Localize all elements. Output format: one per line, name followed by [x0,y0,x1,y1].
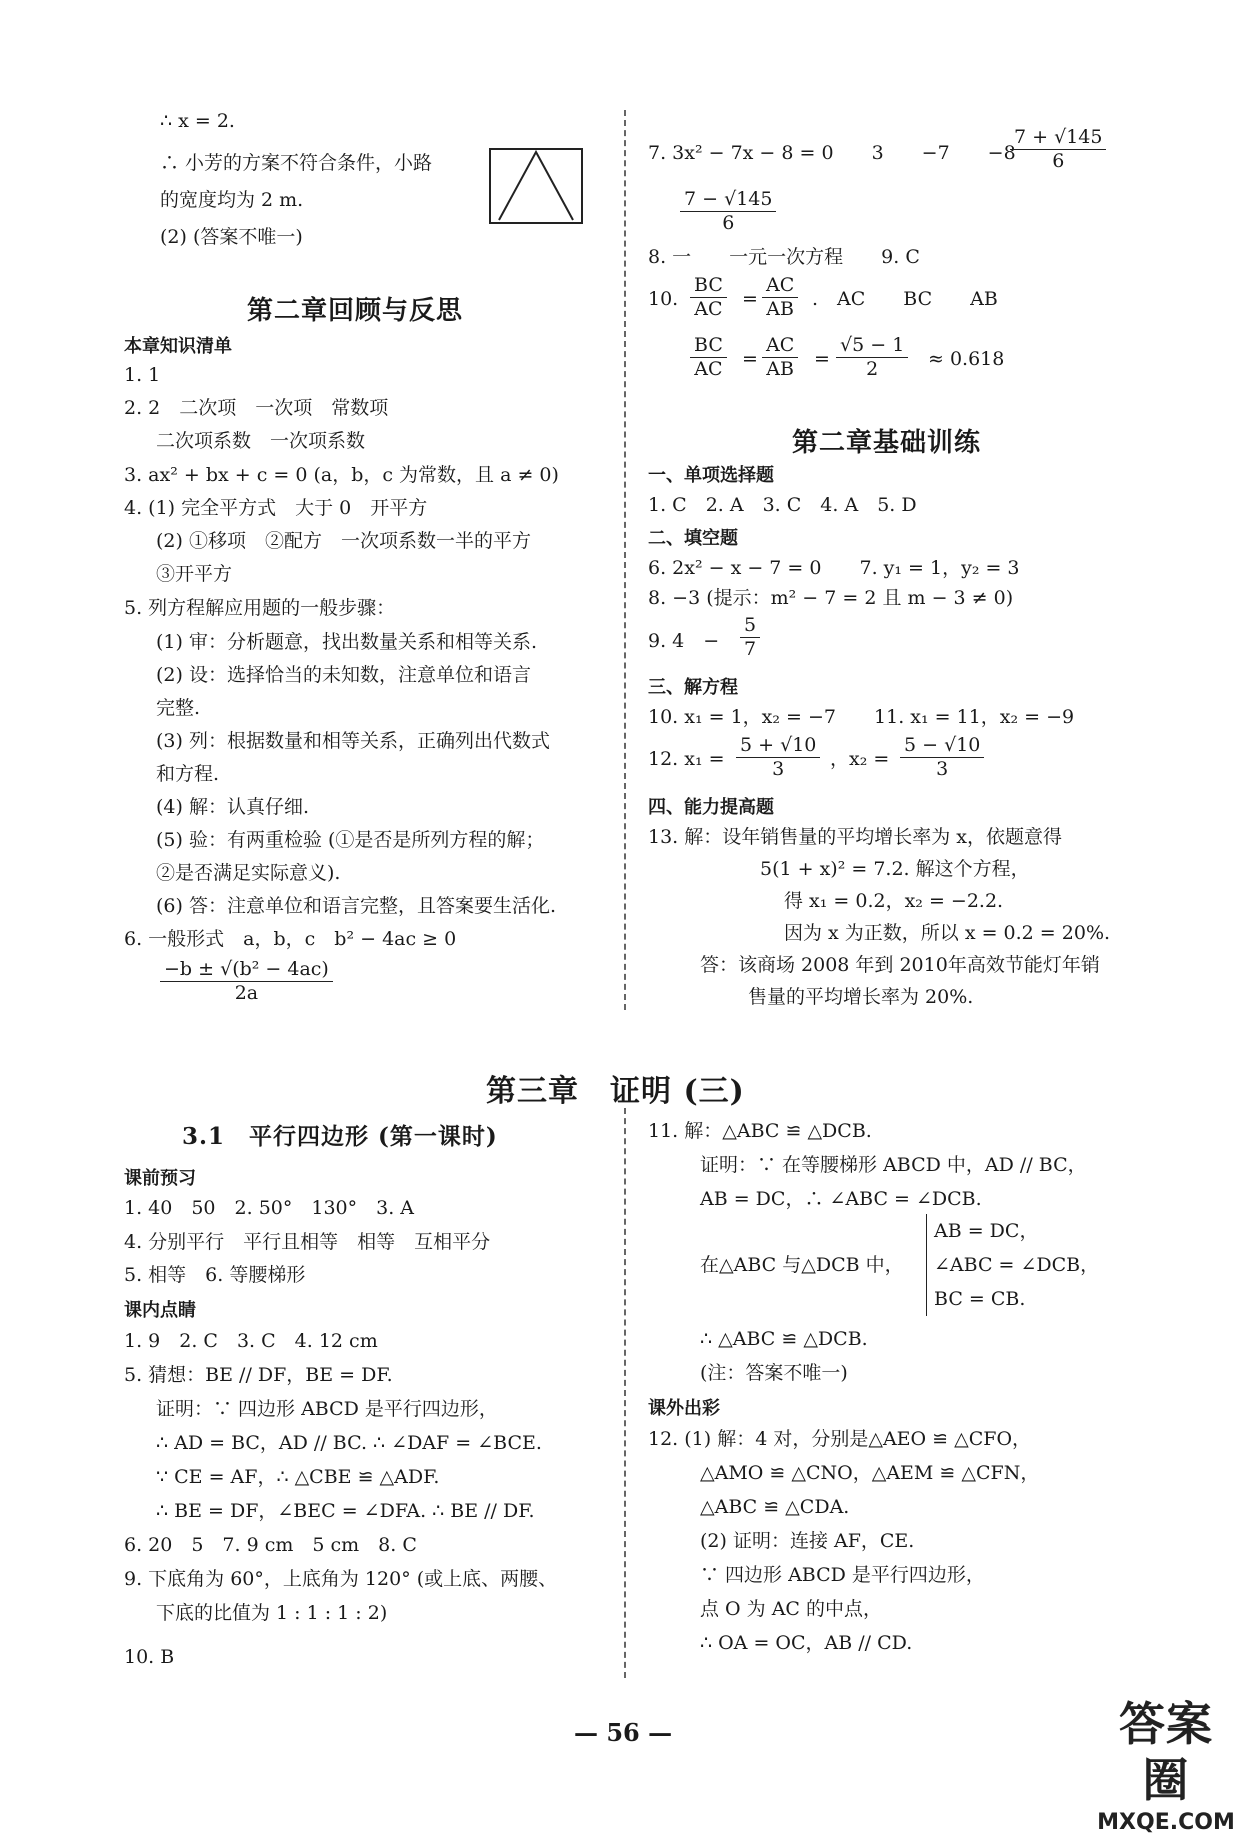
q7-f1-den: 6 [1052,150,1065,172]
basic-line: 13. 解：设年销售量的平均增长率为 x，依题意得 [648,826,1063,848]
q11-brace-line: AB = DC， [934,1220,1039,1242]
q7-fraction-1 [1010,126,1106,173]
q10-golden-2 [762,334,798,381]
inclass-line: 10. B [124,1646,175,1668]
extra-line: 点 O 为 AC 的中点， [700,1598,882,1620]
q10-g2-den: AB [766,358,794,380]
review-line: (5) 验：有两重检验 (①是否是所列方程的解； [156,829,545,851]
basic-line: 5(1 + x)² = 7.2. 解这个方程， [760,858,1030,880]
q12-f2-den: 3 [936,758,949,780]
basic-line: 售量的平均增长率为 20%. [748,986,974,1008]
review-line: (6) 答：注意单位和语言完整，且答案要生活化. [156,895,556,917]
q12-fraction-1 [736,734,820,781]
pre-line: 5. 相等 6. 等腰梯形 [124,1264,306,1286]
basic-line: 1. C 2. A 3. C 4. A 5. D [648,494,917,516]
q10-f2-den: AB [766,298,794,320]
triangle-figure [489,148,583,224]
q10-g1-num: BC [690,334,727,358]
q12-f2-num: 5 − √10 [900,734,984,758]
review-line: (2) 设：选择恰当的未知数，注意单位和语言 [156,664,531,686]
column-divider-top [624,110,626,1010]
extra-line: 12. (1) 解：4 对，分别是△AEO ≌ △CFO， [648,1428,1032,1450]
inclass-line: 5. 猜想：BE // DF，BE = DF. [124,1364,393,1386]
left-top-line-2: ∴ 小芳的方案不符合条件，小路 [160,152,433,174]
q11-line: AB = DC，∴ ∠ABC = ∠DCB. [700,1188,982,1210]
q10-g2-num: AC [762,334,798,358]
extra-line: ∵ 四边形 ABCD 是平行四边形， [700,1564,985,1586]
chapter3-title: 第三章 证明 (三) [486,1074,745,1109]
q10-label: 10. [648,288,679,310]
review-line: 完整. [156,697,201,719]
q10-f1-den: AC [694,298,723,320]
q12-f1-num: 5 + √10 [736,734,820,758]
review-title: 第二章回顾与反思 [247,296,464,326]
inclass-line: 下底的比值为 1 : 1 : 1 : 2) [156,1602,388,1624]
inclass-line: ∴ BE = DF，∠BEC = ∠DFA. ∴ BE // DF. [156,1500,535,1522]
review-line: 4. (1) 完全平方式 大于 0 开平方 [124,497,428,519]
review-line: 2. 2 二次项 一次项 常数项 [124,397,389,419]
watermark-line-1: 答案圈 [1119,1697,1213,1807]
q10-frac-1 [690,274,727,321]
page-number: — 56 — [574,1718,673,1747]
q7-fraction-2 [680,188,776,235]
q10-golden-1 [690,334,727,381]
q8-line: 8. 一 一元一次方程 9. C [648,246,920,268]
column-divider-bottom [624,1108,626,1678]
basic-line: 因为 x 为正数，所以 x = 0.2 = 20%. [784,922,1111,944]
review-subtitle: 本章知识清单 [124,336,232,357]
review-line: 5. 列方程解应用题的一般步骤： [124,597,396,619]
basic-section-1: 一、单项选择题 [648,465,774,486]
q11-line: 11. 解：△ABC ≌ △DCB. [648,1120,872,1142]
inclass-heading: 课内点睛 [124,1300,196,1321]
q10-approx: ≈ 0.618 [928,348,1005,370]
q12-fraction-2 [900,734,984,781]
inclass-line: 9. 下底角为 60°，上底角为 120° (或上底、两腰、 [124,1568,558,1590]
q10-golden-3 [836,334,908,381]
basic-line: 10. x₁ = 1，x₂ = −7 11. x₁ = 11，x₂ = −9 [648,706,1075,728]
pre-line: 4. 分别平行 平行且相等 相等 互相平分 [124,1231,491,1253]
review-line: 6. 一般形式 a，b，c b² − 4ac ≥ 0 [124,928,457,950]
inclass-line: 1. 9 2. C 3. C 4. 12 cm [124,1330,378,1352]
basic-line: 答：该商场 2008 年到 2010年高效节能灯年销 [700,954,1100,976]
review-line: 1. 1 [124,364,161,386]
q10-tail: . AC BC AB [812,288,998,310]
left-top-line-3: 的宽度均为 2 m. [160,189,304,211]
basic-line: 12. x₁ = [648,748,725,770]
review-line: (4) 解：认真仔细. [156,796,309,818]
left-top-line-1: ∴ x = 2. [160,110,235,132]
q7-f2-num: 7 − √145 [680,188,776,212]
basic-line: 得 x₁ = 0.2，x₂ = −2.2. [784,890,1004,912]
system-brace [926,1214,927,1316]
basic-line: 8. −3 (提示：m² − 7 = 2 且 m − 3 ≠ 0) [648,587,1014,609]
inclass-line: 证明：∵ 四边形 ABCD 是平行四边形， [156,1398,498,1420]
review-line: ②是否满足实际意义). [156,862,341,884]
pre-line: 1. 40 50 2. 50° 130° 3. A [124,1197,415,1219]
q10-g1-den: AC [694,358,723,380]
q11-line: (注：答案不唯一) [700,1362,848,1384]
pre-study-heading: 课前预习 [124,1168,196,1189]
basic-section-4: 四、能力提高题 [648,797,774,818]
review-line: ③开平方 [156,563,233,585]
review-line: (1) 审：分析题意，找出数量关系和相等关系. [156,631,537,653]
section-3-1-title: 3.1 平行四边形 (第一课时) [182,1123,498,1150]
quadratic-formula [160,958,333,1005]
q7-line: 7. 3x² − 7x − 8 = 0 3 −7 −8 [648,142,1016,164]
q10-f2-num: AC [762,274,798,298]
q9-fraction [740,614,760,661]
basic-line: 9. 4 − [648,630,720,652]
q10-equals: = [742,288,758,310]
q10-equals-3: = [814,348,830,370]
watermark-line-2: MXQE.COM [1097,1810,1235,1835]
extra-heading: 课外出彩 [648,1398,720,1419]
q9-num: 5 [740,614,760,638]
q11-brace-line: ∠ABC = ∠DCB， [934,1254,1100,1276]
review-line: 和方程. [156,763,220,785]
q10-frac-2 [762,274,798,321]
q11-line: ∴ △ABC ≌ △DCB. [700,1328,868,1350]
q7-f2-den: 6 [722,212,735,234]
inclass-line: ∴ AD = BC，AD // BC. ∴ ∠DAF = ∠BCE. [156,1432,542,1454]
review-line: (3) 列：根据数量和相等关系，正确列出代数式 [156,730,550,752]
left-top-line-4: (2) (答案不唯一) [160,226,303,248]
quadratic-formula-denominator: 2a [234,982,259,1004]
review-line: (2) ①移项 ②配方 一次项系数一半的平方 [156,530,531,552]
extra-line: △AMO ≌ △CNO，△AEM ≌ △CFN， [700,1462,1040,1484]
extra-line: ∴ OA = OC，AB // CD. [700,1632,913,1654]
extra-line: △ABC ≌ △CDA. [700,1496,850,1518]
review-line: 3. ax² + bx + c = 0 (a，b，c 为常数，且 a ≠ 0) [124,464,559,486]
q10-g3-num: √5 − 1 [836,334,908,358]
q9-den: 7 [744,638,757,660]
inclass-line: 6. 20 5 7. 9 cm 5 cm 8. C [124,1534,417,1556]
q11-line: 证明：∵ 在等腰梯形 ABCD 中，AD // BC， [700,1154,1087,1176]
basic-line: 6. 2x² − x − 7 = 0 7. y₁ = 1，y₂ = 3 [648,557,1020,579]
quadratic-formula-numerator: −b ± √(b² − 4ac) [160,958,333,982]
q10-f1-num: BC [690,274,727,298]
watermark-logo [1097,1696,1235,1835]
q11-brace-line: BC = CB. [934,1288,1026,1310]
q7-f1-num: 7 + √145 [1010,126,1106,150]
basic-section-2: 二、填空题 [648,528,738,549]
review-line: 二次项系数 一次项系数 [156,430,366,452]
q10-equals-2: = [742,348,758,370]
basic-title: 第二章基础训练 [792,428,982,458]
q11-brace-lead: 在△ABC 与△DCB 中， [700,1254,904,1276]
basic-line: ，x₂ = [830,748,890,770]
basic-section-3: 三、解方程 [648,677,738,698]
extra-line: (2) 证明：连接 AF，CE. [700,1530,915,1552]
inclass-line: ∵ CE = AF，∴ △CBE ≌ △ADF. [156,1466,440,1488]
q12-f1-den: 3 [772,758,785,780]
q10-g3-den: 2 [866,358,879,380]
